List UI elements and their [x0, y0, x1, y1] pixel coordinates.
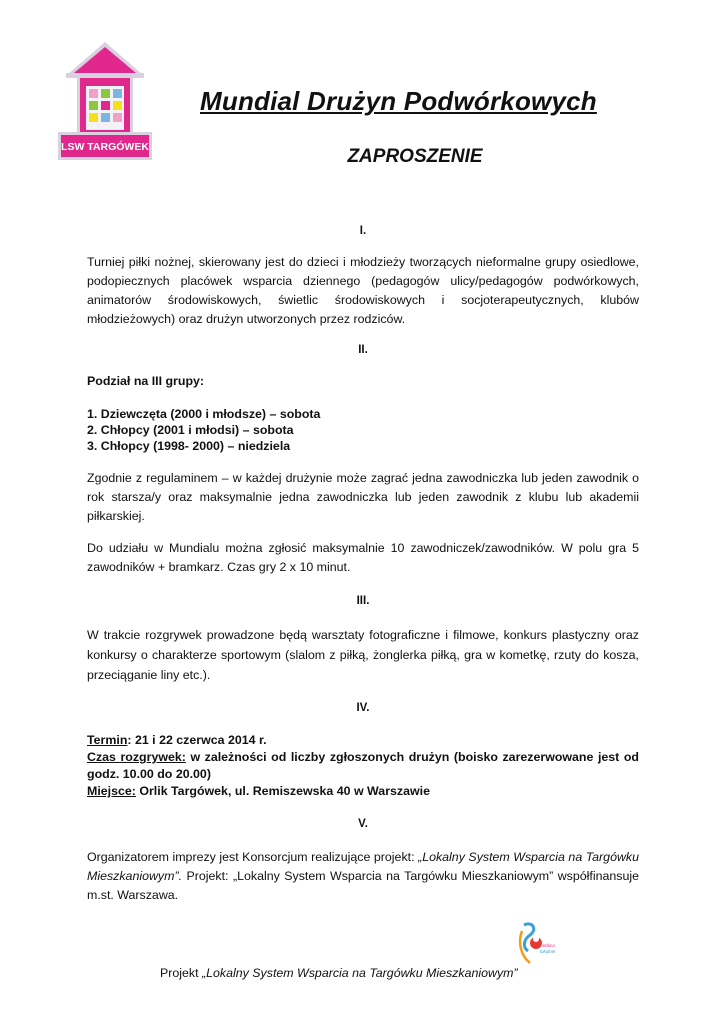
document-subtitle: ZAPROSZENIE: [347, 146, 483, 167]
cofinancing-text: Projekt: „Lokalny System Wsparcia na Targówku Mieszkaniowym” współfinansuje m.st. Warszawa.: [87, 869, 639, 902]
section-heading-3: III.: [356, 595, 370, 607]
groups-title: Podział na III grupy:: [87, 374, 205, 388]
document-title: Mundial Drużyn Podwórkowych: [200, 86, 597, 116]
svg-text:lokalnie: lokalnie: [540, 949, 556, 954]
lsw-targowek-logo: [58, 40, 152, 160]
section-heading-5: V.: [358, 818, 368, 830]
termin-label: Termin: [87, 733, 128, 747]
section-3-paragraph: W trakcie rozgrywek prowadzone będą warsztaty fotograficzne i filmowe, konkurs plastyczny oraz konkursy o charakterze sportowym (slalom z piłką, żonglerka piłką, gra w kometkę, rzuty do kosza, przeciąganie liny etc.).: [87, 628, 639, 682]
document-body: [87, 222, 639, 905]
footer-project-name: „Lokalny System Wsparcia na Targówku Mieszkaniowym”: [202, 966, 518, 980]
termin-value: : 21 i 22 czerwca 2014 r.: [127, 733, 267, 747]
page-footer: [160, 966, 518, 980]
participants-paragraph: Do udziału w Mundialu można zgłosić maksymalnie 10 zawodniczek/zawodników. W polu gra 5 zawodników + bramkarz. Czas gry 2 x 10 minut.: [87, 541, 639, 574]
miejsce-line: [87, 783, 639, 800]
group-item: 1. Dziewczęta (2000 i młodsze) – sobota: [87, 407, 321, 421]
project-name: „Lokalny System Wsparcia na Targówku Mieszkaniowym”.: [87, 850, 639, 883]
group-item: 2. Chłopcy (2001 i młodsi) – sobota: [87, 423, 294, 437]
section-heading-2: II.: [358, 344, 368, 356]
czas-value: w zależności od liczby zgłoszonych drużyn (boisko zarezerwowane jest od godz. 10.00 do 20.00): [87, 750, 639, 781]
footer-prefix: Projekt: [160, 966, 203, 980]
group-item: 3. Chłopcy (1998- 2000) – niedziela: [87, 439, 291, 453]
svg-text:stolica: stolica: [542, 943, 555, 948]
svg-text:LSW TARGÓWEK: LSW TARGÓWEK: [61, 141, 149, 153]
czas-label: Czas rozgrywek:: [87, 750, 186, 764]
section-heading-1: I.: [359, 225, 367, 237]
rules-paragraph: Zgodnie z regulaminem – w każdej drużynie może zagrać jedna zawodniczka lub jeden zawodnik o rok starsza/y oraz maksymalnie jedna zawodniczka lub jeden zawodnik z klubu lub akademii piłkarskiej.: [87, 471, 639, 523]
stolica-lokalnie-logo: [516, 921, 558, 969]
czas-line: [87, 749, 639, 783]
miejsce-label: Miejsce:: [87, 784, 136, 798]
organizer-paragraph: [87, 848, 639, 905]
organizer-text: Organizatorem imprezy jest Konsorcjum realizujące projekt:: [87, 850, 419, 864]
section-heading-4: IV.: [356, 702, 370, 714]
miejsce-value: Orlik Targówek, ul. Remiszewska 40 w Warszawie: [135, 784, 430, 798]
section-1-paragraph: Turniej piłki nożnej, skierowany jest do dzieci i młodzieży tworzących nieformalne grupy osiedlowe, podopiecznych placówek wsparcia dziennego (pedagogów ulicy/pedagogów podwórkowych, animatorów środowiskowych, świetlic środowiskowych i socjoterapeutycznych, klubów młodzieżowych) oraz drużyn utworzonych przez rodziców.: [87, 255, 639, 326]
termin-line: [87, 732, 639, 749]
